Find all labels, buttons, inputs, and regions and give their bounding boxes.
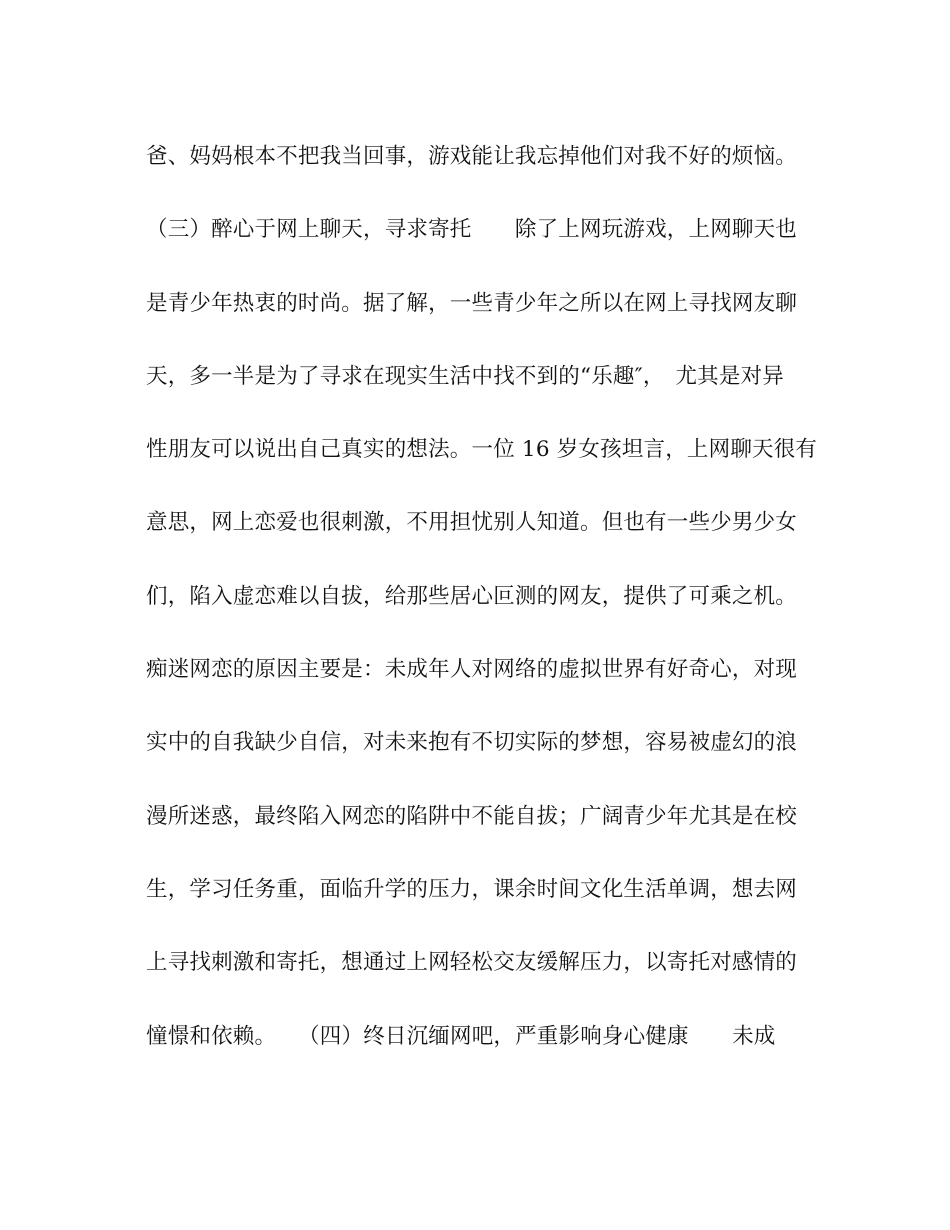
text-line: 上寻找刺激和寄托，想通过上网轻松交友缓解压力，以寄托对感情的	[146, 950, 798, 976]
text-line: 憧憬和依赖。 （四）终日沉缅网吧，严重影响身心健康 未成	[146, 1023, 776, 1049]
text-line: 漫所迷惑，最终陷入网恋的陷阱中不能自拔；广阔青少年尤其是在校	[146, 803, 798, 829]
text-line: 们，陷入虚恋难以自拔，给那些居心叵测的网友，提供了可乘之机。	[146, 583, 798, 609]
text-line: 天，多一半是为了寻求在现实生活中找不到的“乐趣″， 尤其是对异	[146, 363, 784, 389]
text-line: （三）醉心于网上聊天，寻求寄托 除了上网玩游戏，上网聊天也	[146, 217, 798, 243]
text-line: 意思，网上恋爱也很刺激，不用担忧别人知道。但也有一些少男少女	[146, 510, 798, 536]
text-line: 生，学习任务重，面临升学的压力，课余时间文化生活单调，想去网	[146, 876, 798, 902]
body-text	[146, 137, 826, 1090]
text-line: 痴迷网恋的原因主要是：未成年人对网络的虚拟世界有好奇心，对现	[146, 657, 798, 683]
text-line: 实中的自我缺少自信，对未来抱有不切实际的梦想，容易被虚幻的浪	[146, 730, 798, 756]
text-line: 爸、妈妈根本不把我当回事，游戏能让我忘掉他们对我不好的烦恼。	[146, 144, 798, 169]
text-line: 是青少年热衷的时尚。据了解，一些青少年之所以在网上寻找网友聊	[146, 290, 798, 316]
text-line: 性朋友可以说出自己真实的想法。一位 16 岁女孩坦言，上网聊天很有	[146, 437, 818, 463]
